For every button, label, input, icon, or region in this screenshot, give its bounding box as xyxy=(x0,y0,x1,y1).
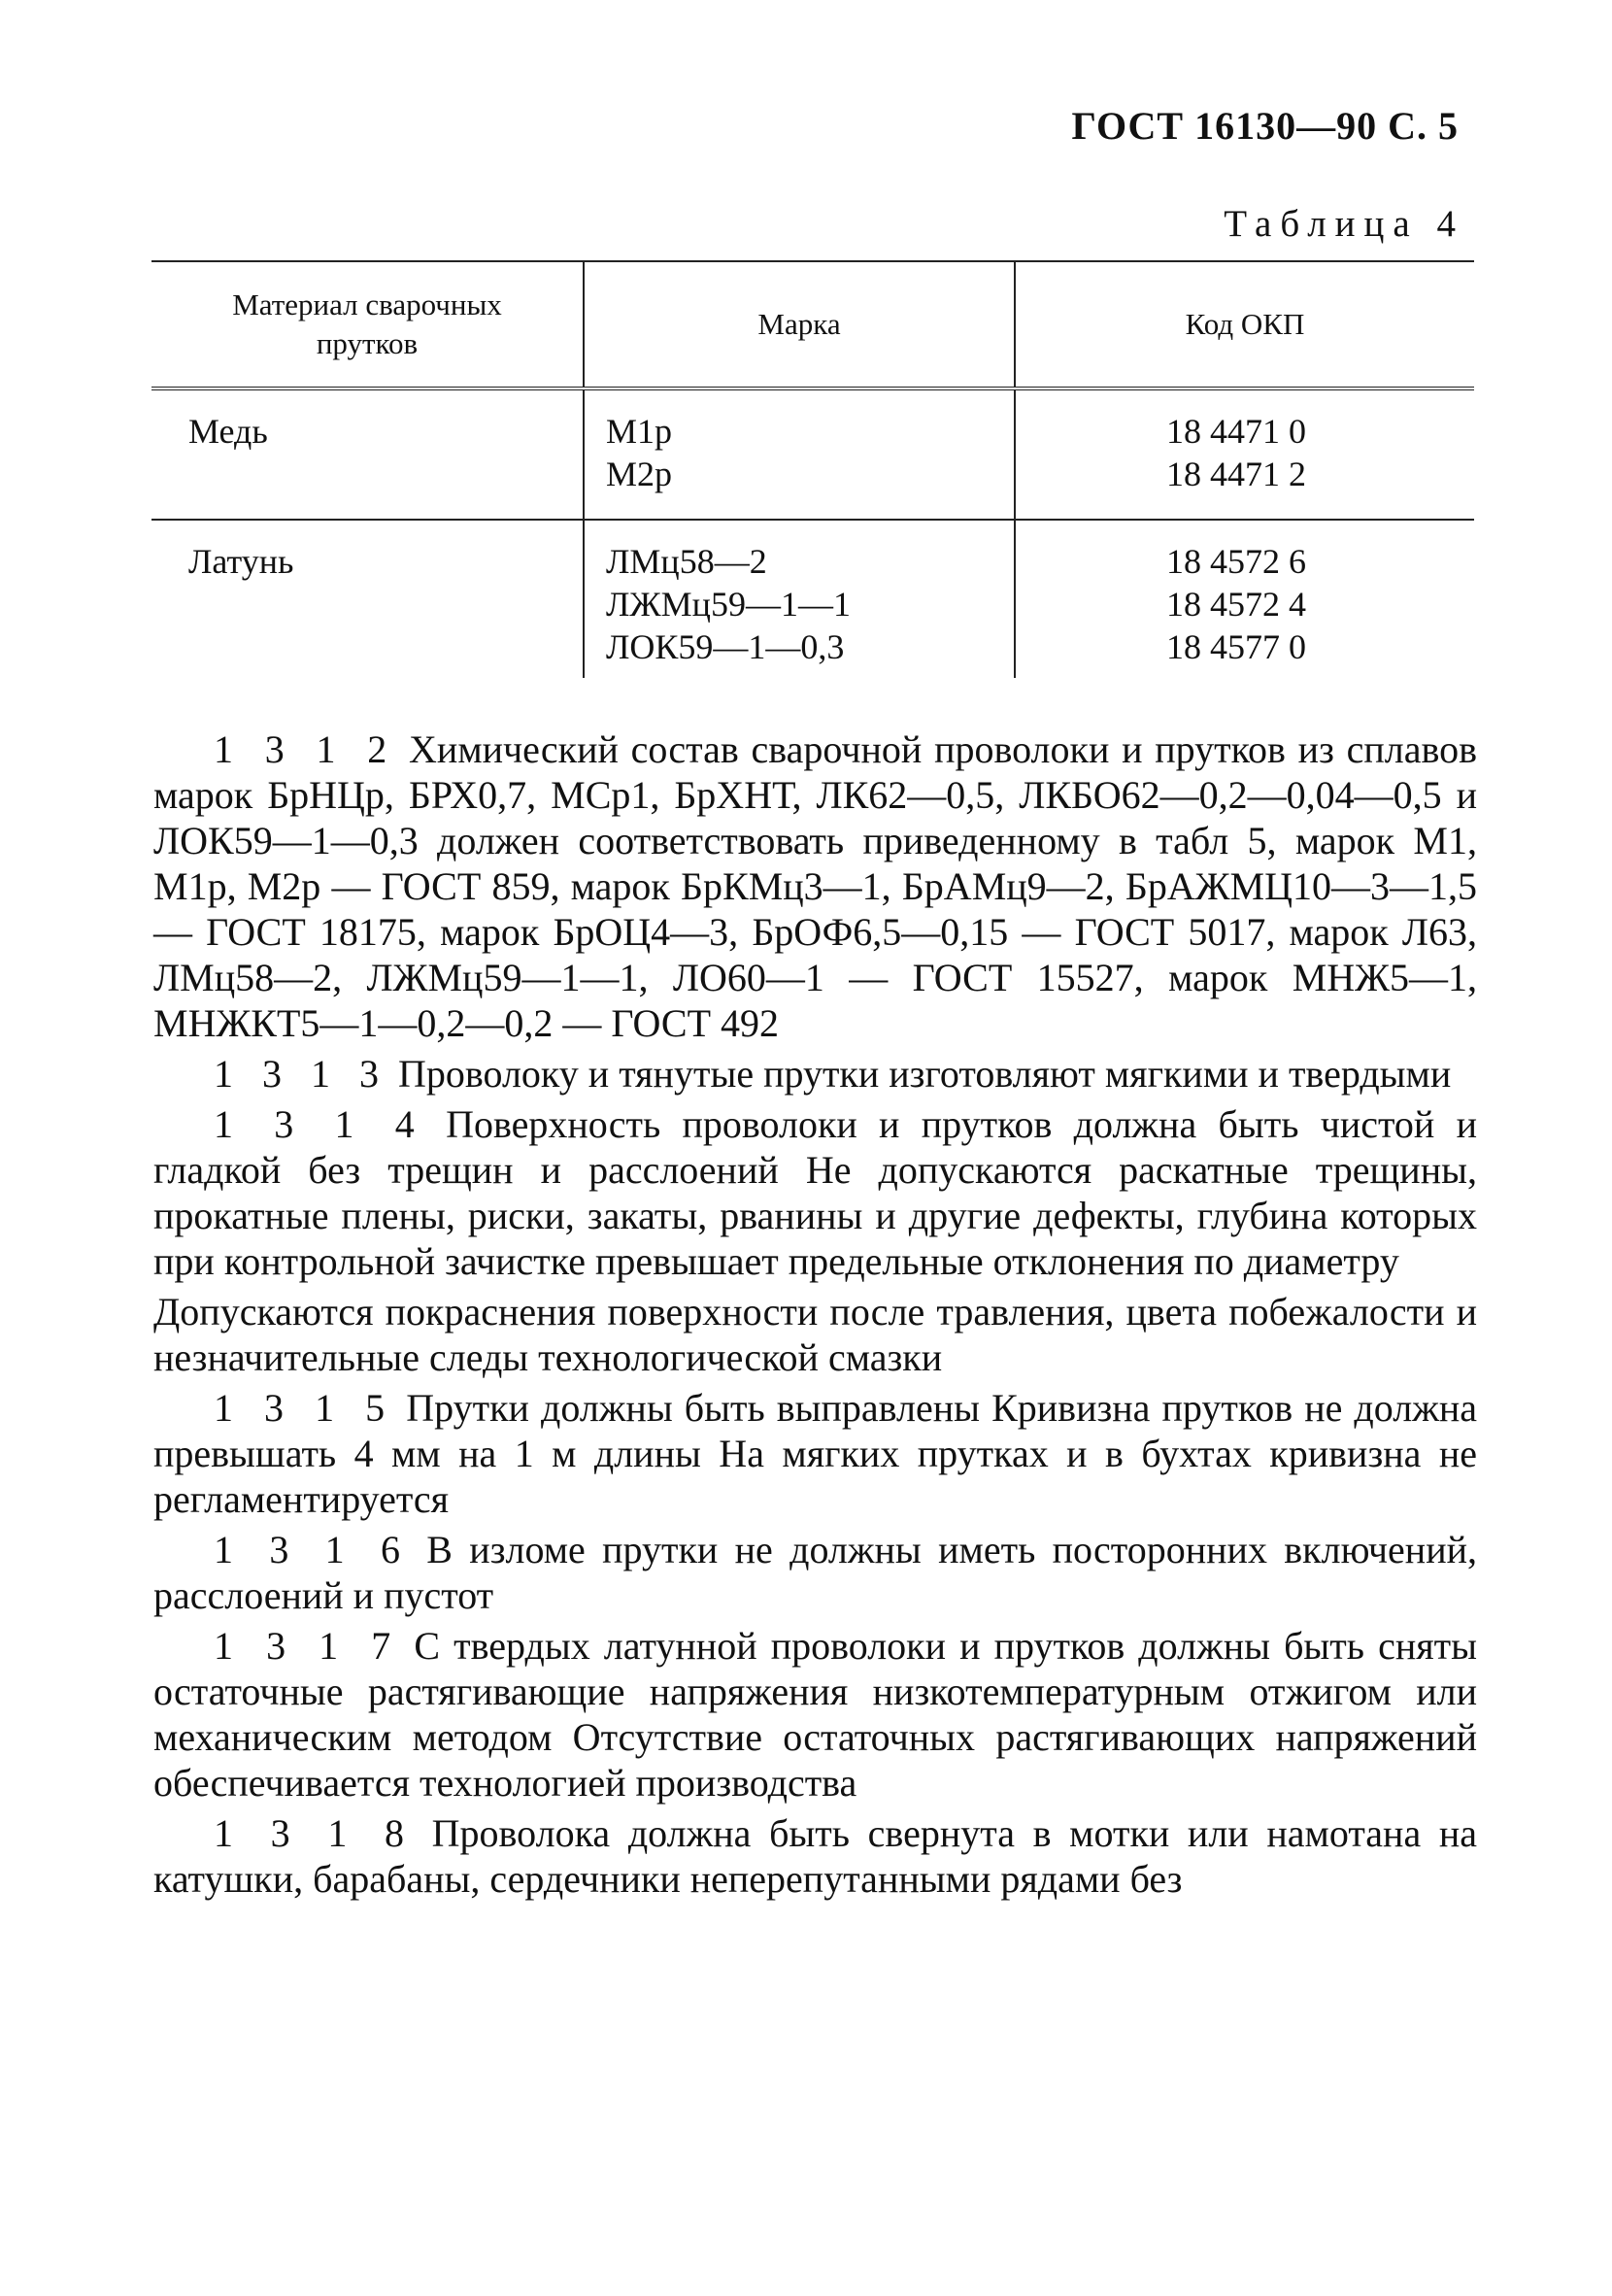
body-text xyxy=(153,726,1477,1907)
clause-number: 1 3 1 7 xyxy=(214,1624,401,1668)
grade-value: М1р xyxy=(606,412,673,451)
paragraph-1315 xyxy=(153,1385,1477,1522)
paragraph-1312 xyxy=(153,726,1477,1046)
grade-cell xyxy=(584,388,1015,520)
grade-value: ЛМц58—2 xyxy=(606,542,767,581)
paragraph-text: Проволока должна быть свернута в мотки или намотана на катушки, барабаны, сердечники неперепутанными рядами без xyxy=(153,1811,1478,1901)
paragraph-1318 xyxy=(153,1810,1477,1902)
paragraph-1314 xyxy=(153,1101,1477,1284)
paragraph-1316 xyxy=(153,1527,1477,1618)
grade-value: М2р xyxy=(606,455,673,493)
material-cell: Латунь xyxy=(188,542,294,581)
welding-rods-table xyxy=(151,260,1474,678)
column-header-grade: Марка xyxy=(584,261,1015,388)
paragraph-1314-note xyxy=(153,1289,1477,1380)
page-title: ГОСТ 16130—90 С. 5 xyxy=(1071,104,1459,148)
paragraph-text: Прутки должны быть выправлены Кривизна прутков не должна превышать 4 мм на 1 м длины На мягких прутках и в бухтах кривизна не регламентируется xyxy=(153,1386,1478,1521)
code-value: 18 4572 6 xyxy=(1166,542,1306,581)
code-value: 18 4577 0 xyxy=(1166,627,1306,666)
paragraph-text: Поверхность проволоки и прутков должна быть чистой и гладкой без трещин и расслоений Не допускаются раскатные трещины, прокатные плены, риски, закаты, рванины и другие дефекты, глубина которых при контрольной зачистке превышает предельные отклонения по диаметру xyxy=(153,1102,1478,1283)
paragraph-text: Проволоку и тянутые прутки изготовляют мягкими и твердыми xyxy=(398,1052,1452,1096)
code-cell xyxy=(1015,388,1474,520)
table-caption: Таблица 4 xyxy=(1224,203,1464,245)
grade-value: ЛОК59—1—0,3 xyxy=(606,627,845,666)
paragraph-1317 xyxy=(153,1623,1477,1806)
paragraph-text: С твердых латунной проволоки и прутков должны быть сняты остаточные растягивающие напряжения низкотемпературным отжигом или механическим методом Отсутствие остаточных растягивающих напряжений обеспечивается технологией производства xyxy=(153,1624,1478,1805)
paragraph-text: В изломе прутки не должны иметь посторонних включений, расслоений и пустот xyxy=(153,1528,1478,1617)
code-cell xyxy=(1015,520,1474,678)
material-cell: Медь xyxy=(151,388,584,520)
clause-number: 1 3 1 5 xyxy=(214,1386,395,1430)
grade-cell xyxy=(584,520,1015,678)
clause-number: 1 3 1 2 xyxy=(214,727,397,771)
code-value: 18 4471 2 xyxy=(1166,455,1306,493)
paragraph-text: Допускаются покраснения поверхности после травления, цвета побежалости и незначительные следы технологической смазки xyxy=(153,1290,1477,1379)
clause-number: 1 3 1 4 xyxy=(214,1102,424,1146)
table-row xyxy=(151,388,1474,520)
column-header-material: Материал сварочных прутков xyxy=(151,261,584,388)
table-header-row xyxy=(151,261,1474,388)
code-value: 18 4572 4 xyxy=(1166,585,1306,624)
grade-value: ЛЖМц59—1—1 xyxy=(606,585,851,624)
clause-number: 1 3 1 6 xyxy=(214,1528,410,1571)
paragraph-text: Химический состав сварочной проволоки и прутков из сплавов марок БрНЦр, БРХ0,7, МСр1, БрХНТ, ЛК62—0,5, ЛКБО62—0,2—0,04—0,5 и ЛОК59—1—0,3 должен соответствовать приведенному в табл 5, марок М1, М1р, М2р — ГОСТ 859, марок БрКМц3—1, БрАМц9—2, БрАЖМЦ10—3—1,5 — ГОСТ 18175, марок БрОЦ4—3, БрОФ6,5—0,15 — ГОСТ 5017, марок Л63, ЛМц58—2, ЛЖМц59—1—1, ЛО60—1 — ГОСТ 15527, марок МНЖ5—1, МНЖКТ5—1—0,2—0,2 — ГОСТ 492 xyxy=(153,727,1478,1045)
clause-number: 1 3 1 3 xyxy=(214,1052,388,1096)
code-value: 18 4471 0 xyxy=(1166,412,1306,451)
table-row xyxy=(151,520,1474,678)
column-header-code: Код ОКП xyxy=(1015,261,1474,388)
paragraph-1313 xyxy=(153,1051,1477,1097)
clause-number: 1 3 1 8 xyxy=(214,1811,414,1855)
